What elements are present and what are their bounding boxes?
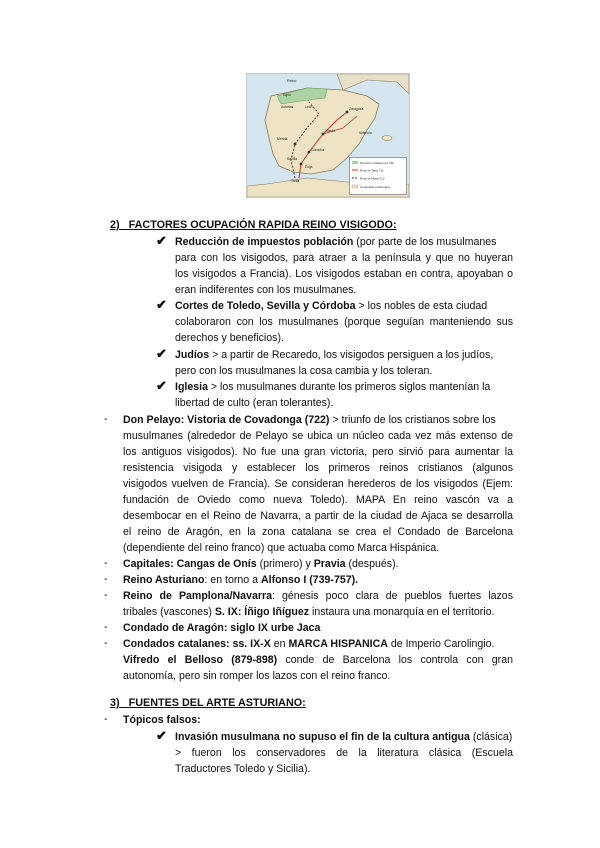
pelayo-line-6: fundación de Oviedo como nueva Toledo). MAPA En reino vascón va a	[123, 494, 513, 506]
legend-entry: Ruta de Tariq 711	[360, 168, 384, 173]
pelayo-line-8: el reino de Aragón, en la zona catalana se crea el Condado de Barcelona	[123, 526, 513, 538]
item-3-line-2: pero con los musulmanes la cosa cambia y los toleran.	[175, 365, 433, 377]
item-1-line-1: Reducción de impuestos población (por parte de los musulmanes	[175, 236, 497, 248]
map-label: Valencia	[359, 131, 372, 135]
bullet-dash: -	[104, 573, 108, 585]
pelayo-line-1: Don Pelayo: Vistoria de Covadonga (722) > triunfo de los cristianos sobre los	[123, 414, 496, 426]
map-label: Zaragoza	[349, 107, 364, 111]
pamplona-line-1: Reino de Pamplona/Navarra: génesis poco clara de pueblos fuertes lazos	[123, 590, 513, 602]
map-label: Toledo	[325, 129, 335, 133]
legend-entry: Territorio cristiano en 732	[360, 161, 394, 165]
pelayo-line-4: resistencia visigoda y establecer los primeros reinos cristianos (algunos	[123, 462, 513, 474]
map-legend	[349, 157, 407, 195]
item-2-line-1: Cortes de Toledo, Sevilla y Córdoba > los nobles de esta ciudad	[175, 300, 488, 312]
legend-entry: Ruta de Musa 712	[360, 176, 385, 181]
item-1-line-4: eran indiferentes con los musulmanes.	[175, 284, 357, 296]
aragon-line: Condado de Aragón: siglo IX urbe Jaca	[123, 622, 321, 634]
asturiano-line: Reino Asturiano: en torno a Alfonso I (739-757).	[123, 574, 359, 586]
item-4-line-1: Iglesia > los musulmanes durante los primeros siglos mantenían la	[175, 381, 491, 393]
item-4-line-2: libertad de culto (eran tolerantes).	[175, 397, 334, 409]
bullet-dash: -	[104, 713, 108, 725]
map-label: Reino	[287, 79, 297, 83]
map-label: Asturias	[281, 105, 294, 109]
item-1-line-2: para con los visigodos, para atraer a la península y que no huyeran	[175, 252, 513, 264]
pelayo-line-9: (dependiente del reino franco) que actuaba como Marca Hispánica.	[123, 542, 440, 554]
invasion-line-3: Traductores Toledo y Sicilia).	[175, 763, 311, 775]
item-1-line-3: los visigodos a Francia). Los visigodos estaban en contra, apoyaban o	[175, 268, 513, 280]
item-3-line-1: Judíos > a partir de Recaredo, los visigodos persiguen a los judíos,	[175, 349, 494, 361]
bullet-dash: -	[104, 557, 108, 569]
capitales-line: Capitales: Cangas de Onís (primero) y Pravia (después).	[123, 558, 399, 570]
map-label: Tarifa	[291, 179, 300, 183]
checkmark-icon: ✔	[156, 233, 167, 248]
iberia-conquest-map	[246, 73, 410, 198]
checkmark-icon: ✔	[156, 297, 167, 312]
map-label: Gijón	[283, 93, 291, 97]
checkmark-icon: ✔	[156, 346, 167, 361]
section-3-heading: 3) FUENTES DEL ARTE ASTURIANO:	[110, 697, 306, 709]
checkmark-icon: ✔	[156, 378, 167, 393]
catalanes-line-2: Vifredo el Belloso (879-898) conde de Barcelona los controla con gran	[123, 654, 513, 666]
bullet-dash: -	[104, 637, 108, 649]
pelayo-line-5: visigodos vuelven de Francia). Se consideran herederos de los visigodos (Ejem:	[123, 478, 513, 490]
bullet-dash: -	[104, 621, 108, 633]
invasion-line-2: > fueron los conservadores de la literatura clásica (Escuela	[175, 747, 513, 759]
section-2-heading: 2) FACTORES OCUPACIÓN RAPIDA REINO VISIGODO:	[110, 219, 397, 231]
map-label: León	[305, 105, 313, 109]
legend-entry: Conquista musulmana	[360, 185, 390, 189]
checkmark-icon: ✔	[156, 728, 167, 743]
pelayo-line-7: desembocar en el Reino de Navarra, a partir de la ciudad de Ajaca se desarrolla	[123, 510, 513, 522]
catalanes-line-3: autonomía, pero sin romper los lazos con el reino franco.	[123, 670, 391, 682]
map-label: Mérida	[277, 137, 288, 141]
pelayo-line-3: los antiguos visigodos). No fue una gran victoria, pero sirvió para aumentar la	[123, 446, 513, 458]
pelayo-line-2: musulmanes (alrededor de Pelayo se ubica un núcleo cada vez más extenso de	[123, 430, 513, 442]
map-label: Córdoba	[311, 148, 325, 152]
topicos-falsos: Tópicos falsos:	[123, 714, 201, 726]
item-2-line-2: colaboraron con los musulmanes (porque seguían manteniendo sus	[175, 316, 513, 328]
map-label: Écija	[305, 165, 313, 169]
bullet-dash: -	[104, 413, 108, 425]
invasion-line-1: Invasión musulmana no supuso el fin de la cultura antigua (clásica)	[175, 731, 513, 743]
pamplona-line-2: tribales (vascones) S. IX: Íñigo Iñíguez instaura una monarquía en el territorio.	[123, 606, 495, 618]
bullet-dash: -	[104, 589, 108, 601]
catalanes-line-1: Condados catalanes: ss. IX-X en MARCA HISPANICA de Imperio Carolingio.	[123, 638, 495, 650]
map-label: Sevilla	[287, 157, 297, 161]
item-2-line-3: derechos y beneficios).	[175, 332, 284, 344]
